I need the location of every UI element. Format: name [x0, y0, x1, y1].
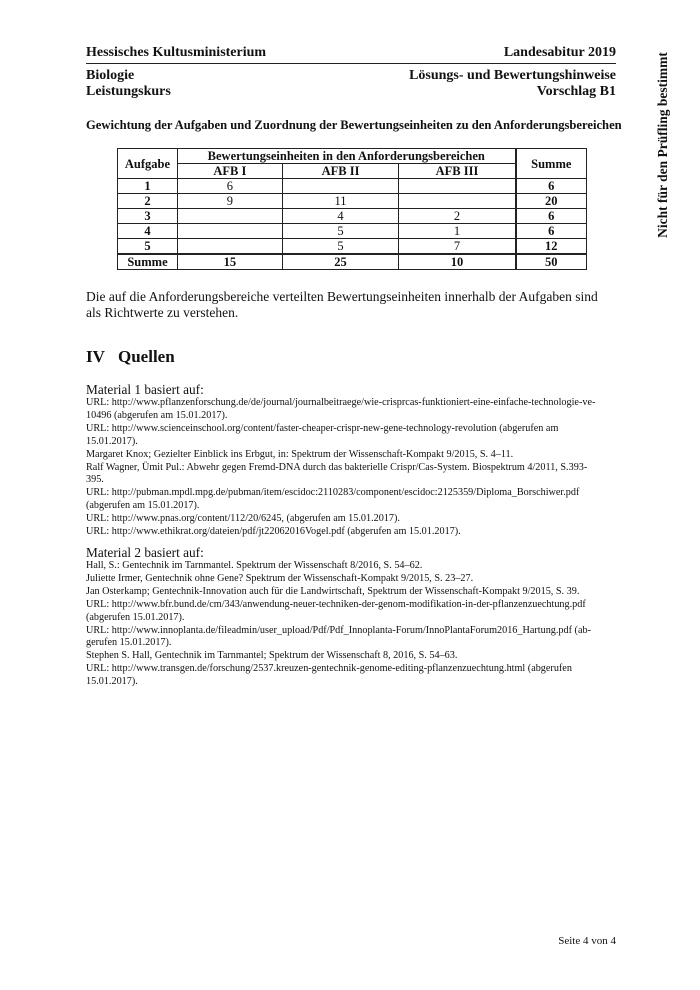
- reference-line: URL: http://www.transgen.de/forschung/2537.kreuzen-gentechnik-genome-editing-pflanzenzuechtung.html (abgerufen: [86, 663, 572, 675]
- afb2-value: 4: [282, 209, 399, 224]
- reference-line: URL: http://pubman.mpdl.mpg.de/pubman/item/escidoc:2110283/component/escidoc:2125359/Diploma_Borschiwer.pdf: [86, 487, 580, 499]
- reference-line: (abgerufen am 15.01.2017).: [86, 500, 200, 512]
- total-afb1: 15: [177, 254, 282, 270]
- reference-line: 15.01.2017).: [86, 676, 138, 688]
- afb2-value: 5: [282, 239, 399, 255]
- weighting-note: Die auf die Anforderungsbereiche verteilten Bewertungseinheiten innerhalb der Aufgaben sind als Richtwerte zu verstehen.: [86, 289, 598, 320]
- material-2-block: [86, 545, 626, 689]
- col-header-afb3: AFB III: [399, 164, 516, 179]
- afb1-value: 6: [177, 179, 282, 194]
- reference-line: Ralf Wagner, Ümit Pul.: Abwehr gegen Fremd-DNA durch das bakterielle Crispr/Cas-System. Biospektrum 4/2011, S.393-: [86, 461, 588, 473]
- page-number: Seite 4 von 4: [558, 935, 616, 947]
- afb1-value: [177, 209, 282, 224]
- task-number: 1: [118, 179, 178, 194]
- afb1-value: 9: [177, 194, 282, 209]
- section-number: IV: [86, 347, 105, 366]
- table-row: [118, 194, 587, 209]
- row-sum: 20: [516, 194, 587, 209]
- total-label: Summe: [118, 254, 178, 270]
- table-row: [118, 209, 587, 224]
- task-number: 4: [118, 224, 178, 239]
- subject: Biologie: [86, 68, 135, 83]
- table-row: [118, 239, 587, 255]
- side-note: Nicht für den Prüfling bestimmt: [655, 52, 670, 238]
- material-2-references: [86, 560, 626, 689]
- afb2-value: [282, 179, 399, 194]
- reference-line: Margaret Knox; Gezielter Einblick ins Erbgut, in: Spektrum der Wissenschaft-Kompakt 9/2015, S. 4–11.: [86, 448, 514, 460]
- col-header-group: Bewertungseinheiten in den Anforderungsbereichen: [177, 149, 515, 164]
- afb3-value: [399, 194, 516, 209]
- total-sum: 50: [516, 254, 587, 270]
- total-afb2: 25: [282, 254, 399, 270]
- task-number: 3: [118, 209, 178, 224]
- exam-title: Landesabitur 2019: [503, 45, 616, 60]
- reference-line: URL: http://www.ethikrat.org/dateien/pdf/jt22062016Vogel.pdf (abgerufen am 15.01.2017).: [86, 526, 461, 538]
- material-1-block: [86, 382, 626, 539]
- reference-line: Stephen S. Hall, Gentechnik im Tarnmantel; Spektrum der Wissenschaft 8, 2016, S. 54–63.: [86, 650, 458, 662]
- reference-line: Jan Osterkamp; Gentechnik-Innovation auch für die Landwirtschaft, Spektrum der Wissenschaft-Kompakt 9/2015, S. 39.: [86, 585, 580, 597]
- row-sum: 6: [516, 209, 587, 224]
- material-1-title: Material 1 basiert auf:: [86, 382, 204, 397]
- header-rule: [86, 63, 616, 64]
- proposal-label: Vorschlag B1: [536, 84, 616, 99]
- afb1-value: [177, 239, 282, 255]
- afb2-value: 5: [282, 224, 399, 239]
- task-number: 5: [118, 239, 178, 255]
- material-1-references: [86, 397, 626, 539]
- reference-line: Hall, S.: Gentechnik im Tarnmantel. Spektrum der Wissenschaft 8/2016, S. 54–62.: [86, 560, 423, 571]
- reference-line: 15.01.2017).: [86, 435, 138, 447]
- afb1-value: [177, 224, 282, 239]
- reference-line: URL: http://www.bfr.bund.de/cm/343/anwendung-neuer-techniken-der-genom-modifikation-in-der-pflanzenzuechtung.pdf: [86, 598, 586, 610]
- weighting-table: [117, 148, 587, 270]
- col-header-afb1: AFB I: [177, 164, 282, 179]
- course: Leistungskurs: [86, 84, 171, 99]
- reference-line: URL: http://www.scienceinschool.org/content/faster-cheaper-crispr-new-gene-technology-revolution (abgerufen am: [86, 422, 559, 434]
- ministry-name: Hessisches Kultusministerium: [86, 45, 267, 60]
- afb2-value: 11: [282, 194, 399, 209]
- reference-line: Juliette Irmer, Gentechnik ohne Gene? Spektrum der Wissenschaft-Kompakt 9/2015, S. 23–27.: [86, 572, 474, 584]
- col-header-task: Aufgabe: [118, 149, 178, 179]
- weighting-title: Gewichtung der Aufgaben und Zuordnung der Bewertungseinheiten zu den Anforderungsbereichen: [86, 118, 622, 132]
- total-afb3: 10: [399, 254, 516, 270]
- reference-line: URL: http://www.innoplanta.de/fileadmin/user_upload/Pdf/Pdf_Innoplanta-Forum/InnoPlantaForum2016_Hartung.pdf (ab-: [86, 624, 591, 636]
- col-header-sum: Summe: [516, 149, 587, 179]
- section-heading: [86, 347, 175, 367]
- afb3-value: 1: [399, 224, 516, 239]
- col-header-afb2: AFB II: [282, 164, 399, 179]
- row-sum: 12: [516, 239, 587, 255]
- table-row: [118, 224, 587, 239]
- row-sum: 6: [516, 224, 587, 239]
- reference-line: URL: http://www.pnas.org/content/112/20/6245, (abgerufen am 15.01.2017).: [86, 513, 400, 525]
- document-type: Lösungs- und Bewertungshinweise: [409, 68, 616, 83]
- reference-line: URL: http://www.pflanzenforschung.de/de/journal/journalbeitraege/wie-crisprcas-funktioniert-eine-einfache-technologie-ve-: [86, 397, 596, 408]
- section-title: Quellen: [118, 347, 175, 366]
- reference-line: 395.: [86, 474, 104, 486]
- material-2-title: Material 2 basiert auf:: [86, 545, 204, 560]
- afb3-value: [399, 179, 516, 194]
- reference-line: gerufen 15.01.2017).: [86, 637, 172, 649]
- reference-line: (abgerufen 15.01.2017).: [86, 611, 185, 623]
- afb3-value: 7: [399, 239, 516, 255]
- reference-line: 10496 (abgerufen am 15.01.2017).: [86, 409, 228, 421]
- afb3-value: 2: [399, 209, 516, 224]
- total-row: [118, 254, 587, 270]
- table-row: [118, 179, 587, 194]
- row-sum: 6: [516, 179, 587, 194]
- task-number: 2: [118, 194, 178, 209]
